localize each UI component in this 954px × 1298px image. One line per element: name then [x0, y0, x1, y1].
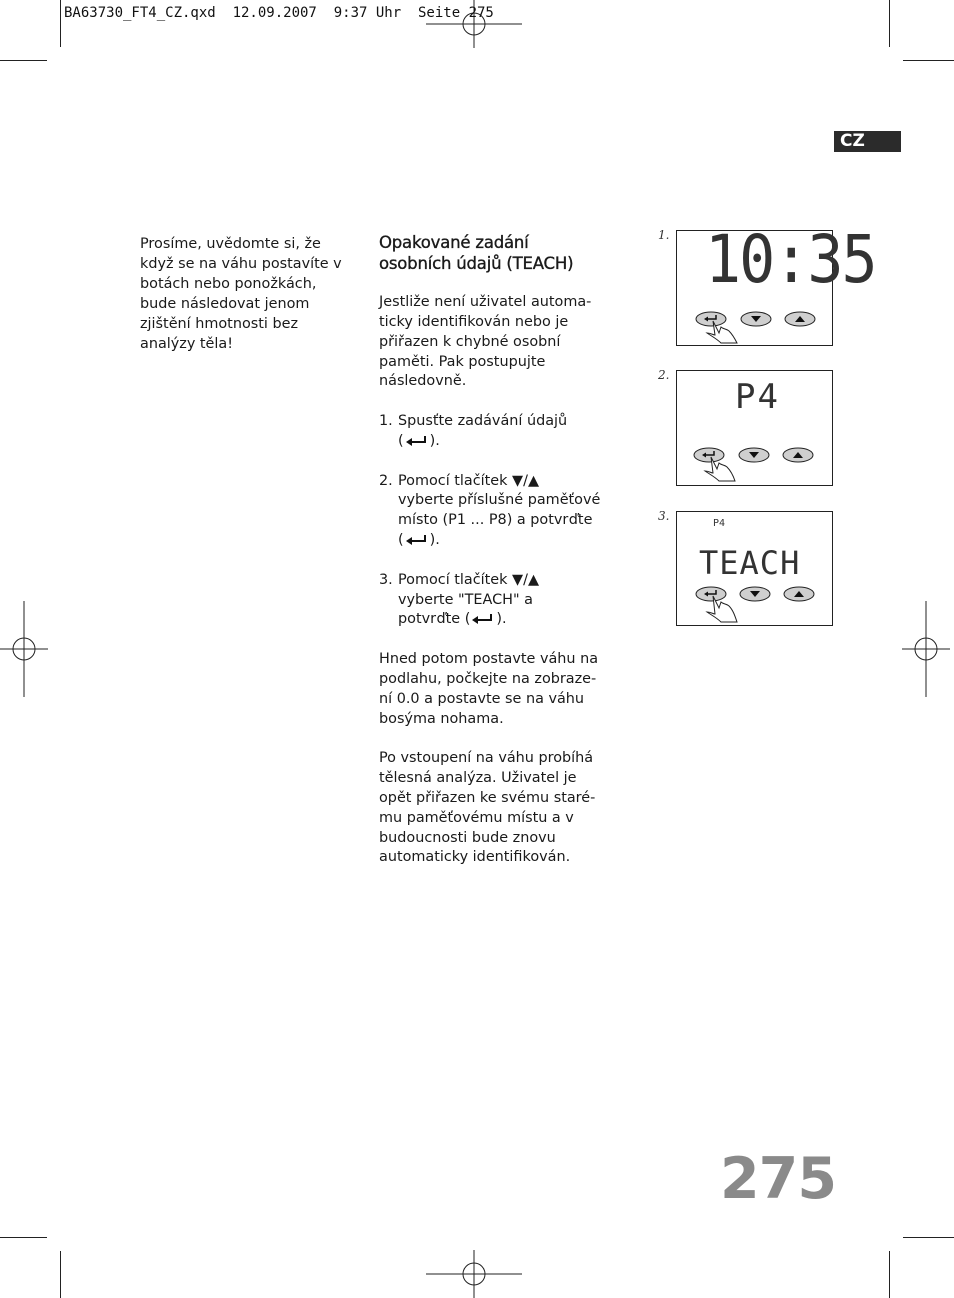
crop-mark — [60, 1251, 61, 1298]
step-line: Pomocí tlačítek ▼/▲ — [398, 571, 540, 588]
step-close: ). — [429, 532, 440, 549]
step-text: Pomocí tlačítek ▼/▲ vyberte příslušné paměťové místo (P1 ... P8) a potvrďte ( ). — [398, 472, 601, 549]
step-number: 2. — [379, 472, 393, 489]
figure-number: 1. — [658, 228, 670, 242]
paragraph: Hned potom postavte váhu na podlahu, počkejte na zobraze-ní 0.0 a postavte se na váhu bosýma nohama. — [379, 651, 599, 727]
registration-mark-bottom — [426, 1250, 522, 1298]
step-line: vyberte "TEACH" a — [398, 591, 533, 608]
step-text — [398, 571, 601, 631]
step-line: Spusťte zadávání údajů — [398, 413, 568, 430]
step-3 — [379, 571, 601, 631]
button-row — [677, 303, 832, 345]
crop-mark — [0, 1237, 47, 1238]
enter-key-icon — [404, 435, 430, 447]
language-tab: CZ — [834, 131, 901, 152]
scale-display-figure-2 — [676, 370, 833, 486]
crop-mark — [889, 1251, 890, 1298]
figure-number: 2. — [658, 368, 670, 382]
page-number: 275 — [720, 1146, 836, 1212]
crop-mark — [60, 0, 61, 47]
step-number: 3. — [379, 571, 393, 588]
print-slug: BA63730_FT4_CZ.qxd 12.09.2007 9:37 Uhr Seite 275 — [64, 5, 494, 21]
step-1 — [379, 412, 601, 452]
enter-key-icon — [470, 613, 496, 625]
button-row — [677, 578, 832, 625]
heading-line: Opakované zadání — [379, 233, 529, 252]
display-readout: 10:35 — [705, 221, 876, 299]
scale-display-figure-3 — [676, 511, 833, 626]
crop-mark — [0, 60, 47, 61]
button-row — [677, 439, 832, 485]
step-line: místo (P1 ... P8) a potvrďte — [398, 512, 593, 529]
crop-mark — [889, 0, 890, 47]
intro-paragraph: Jestliže není uživatel automa-ticky identifikován nebo je přiřazen k chybné osobní paměti. Pak postupujte následovně. — [379, 294, 592, 390]
step-number: 1. — [379, 413, 393, 430]
section-heading — [379, 232, 601, 274]
step-line: Pomocí tlačítek ▼/▲ — [398, 472, 540, 489]
registration-mark-right — [902, 601, 950, 697]
display-readout: TEACH — [699, 544, 801, 582]
registration-mark-left — [0, 601, 48, 697]
crop-mark — [903, 60, 954, 61]
step-line: potvrďte ( — [398, 611, 471, 628]
crop-mark — [903, 1237, 954, 1238]
left-note: Prosíme, uvědomte si, že když se na váhu postavíte v botách nebo ponožkách, bude následovat jenom zjištění hmotnosti bez analýzy těla! — [140, 236, 342, 352]
step-2 — [379, 472, 601, 551]
display-readout: P4 — [735, 377, 780, 417]
enter-key-icon — [404, 534, 430, 546]
scale-display-figure-1 — [676, 221, 876, 346]
main-section — [379, 232, 601, 888]
figure-number: 3. — [658, 509, 670, 523]
step-text: Spusťte zadávání údajů ( ). — [398, 413, 568, 449]
paragraph: Po vstoupení na váhu probíhá tělesná analýza. Uživatel je opět přiřazen ke svému staré-mu paměťovému místu a v budoucnosti bude znovu automaticky identifikován. — [379, 750, 596, 866]
heading-line: osobních údajů (TEACH) — [379, 254, 574, 273]
step-line: vyberte příslušné paměťové — [398, 492, 601, 509]
step-close: ). — [429, 432, 440, 449]
display-small-readout: P4 — [713, 518, 726, 529]
step-close: ). — [496, 611, 507, 628]
